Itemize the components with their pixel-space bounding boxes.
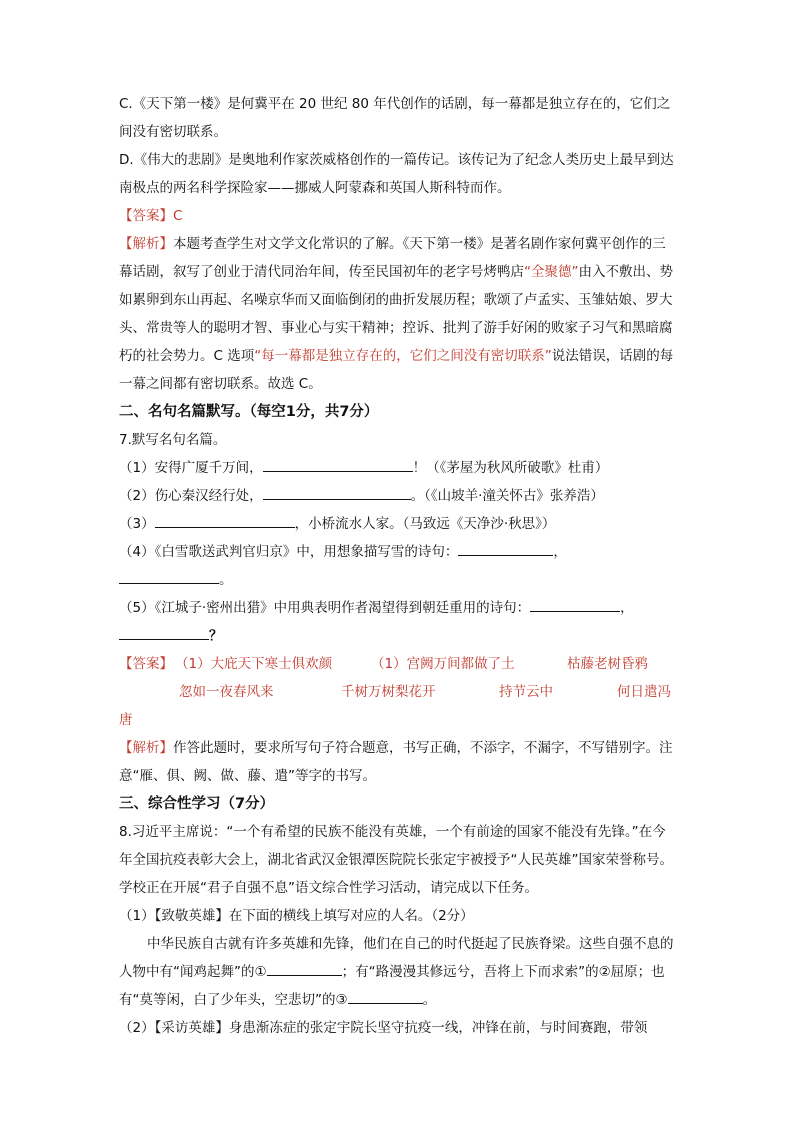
answer-2-row-1: [119, 650, 679, 678]
q7-item-2-prefix: （2）伤心秦汉经行处，: [119, 488, 263, 504]
answer-tag: 【答案】: [119, 656, 173, 672]
q7-item-5: [119, 594, 679, 650]
answer-2-row-2: [119, 678, 679, 706]
q7-item-2-suffix: 。（《山坡羊·潼关怀古》张养浩）: [410, 488, 604, 504]
answer-item: 持节云中: [499, 684, 553, 700]
q7-item-1: [119, 454, 679, 482]
option-d: D.《伟大的悲剧》是奥地利作家茨威格创作的一篇传记。该传记为了纪念人类历史上最早到达南极点的两名科学探险家——挪威人阿蒙森和英国人斯科特而作。: [119, 152, 674, 196]
analysis-quote-a: “全聚德”: [524, 264, 579, 280]
q7-item-3: [119, 510, 679, 538]
fill-blank[interactable]: [263, 457, 413, 472]
q8-stem: 8.习近平主席说：“一个有希望的民族不能没有英雄，一个有前途的国家不能没有先锋。”在今年全国抗疫表彰大会上，湖北省武汉金银潭医院院长张定宇被授予“人民英雄”国家荣誉称号。学校正在开展“君子自强不息”语文综合性学习活动，请完成以下任务。: [119, 824, 673, 896]
q8-paragraph-a: 中华民族自古就有许多英雄和先锋，他们在自己的时代挺起了民族脊梁。这些自强不息的人物中有“闻鸡起舞”的①: [119, 936, 674, 980]
analysis-text-a: 本题考查学生对文学文化常识的了解。《天下第一楼》是著名剧作家何冀平创作的三幕话剧，叙写了创业于清代同治年间，传至民国初年的老字号烤鸭店: [119, 236, 666, 280]
answer-item: 枯藤老树昏鸦: [567, 656, 648, 672]
answer-tag: 【答案】: [119, 208, 173, 224]
q7-item-3-prefix: （3）: [119, 516, 155, 532]
q8-sub-2: （2）【采访英雄】身患渐冻症的张定宇院长坚守抗疫一线，冲锋在前，与时间赛跑，带领: [119, 1020, 648, 1036]
analysis-tag: 【解析】: [119, 740, 173, 756]
answer-2-tail: 唐: [119, 712, 133, 728]
answer-value: C: [173, 208, 183, 224]
q8-paragraph: [119, 930, 679, 1014]
fill-blank[interactable]: [119, 569, 219, 584]
q8-paragraph-b: ；有“路漫漫其修远兮，吾将上下而求索”的②屈原；也有“莫等闲，白了少年头，空悲切”的③: [119, 964, 665, 1008]
fill-blank[interactable]: [348, 989, 423, 1004]
q7-item-1-prefix: （1）安得广厦千万间，: [119, 460, 263, 476]
q7-item-4-suffix: 。: [219, 572, 233, 588]
answer-1: [119, 202, 679, 230]
answer-item: 忽如一夜春风来: [179, 684, 274, 700]
analysis-text-b: 由入不敷出、势如累卵到东山再起、名噪京华而又面临倒闭的曲折发展历程；歌颂了卢孟实、玉雏姑娘、罗大头、常贵等人的聪明才智、事业心与实干精神；控诉、批判了游手好闲的败家子习气和黑暗腐朽的社会势力。C 选项: [119, 264, 673, 364]
q7-item-5-prefix: （5）《江城子·密州出猎》中用典表明作者渴望得到朝廷重用的诗句：: [119, 600, 531, 616]
q7-item-5-suffix: ？: [209, 628, 223, 644]
q8-sub-1: （1）【致敬英雄】在下面的横线上填写对应的人名。（2分）: [119, 908, 474, 924]
answer-item: （1）宫阙万间都做了土: [371, 656, 515, 672]
answer-item: 何日遣冯: [617, 684, 671, 700]
fill-blank[interactable]: [155, 513, 295, 528]
q7-item-4: [119, 538, 679, 594]
fill-blank[interactable]: [119, 625, 209, 640]
answer-item: （1）大庇天下寒士俱欢颜: [175, 656, 333, 672]
analysis-text-c: 说法错误，话剧的每一幕之间都有密切联系。故选 C。: [119, 348, 674, 392]
answer-item: 千树万树梨花开: [341, 684, 436, 700]
q7-item-2: [119, 482, 679, 510]
analysis-tag: 【解析】: [119, 236, 173, 252]
q7-item-4-sep: ，: [553, 544, 567, 560]
q7-item-4-prefix: （4）《白雪歌送武判官归京》中，用想象描写雪的诗句：: [119, 544, 459, 560]
fill-blank[interactable]: [267, 961, 342, 976]
section-3-heading: 三、综合性学习（7分）: [119, 796, 275, 812]
section-2-heading: 二、名句名篇默写。（每空1分，共7分）: [119, 404, 379, 420]
analysis-1: [119, 230, 679, 398]
document-page: [119, 90, 679, 1042]
option-c: C.《天下第一楼》是何冀平在 20 世纪 80 年代创作的话剧，每一幕都是独立存在的，它们之间没有密切联系。: [119, 96, 671, 140]
analysis-2: [119, 734, 679, 790]
analysis-quote-b: “每一幕都是独立存在的，它们之间没有密切联系”: [254, 348, 552, 364]
fill-blank[interactable]: [530, 597, 620, 612]
q7-item-1-suffix: ！（《茅屋为秋风所破歌》杜甫）: [412, 460, 609, 476]
q8-paragraph-c: 。: [422, 992, 437, 1008]
fill-blank[interactable]: [263, 485, 411, 500]
analysis-text: 作答此题时，要求所写句子符合题意，书写正确，不添字，不漏字，不写错别字。注意“雁、俱、阙、做、藤、遣”等字的书写。: [119, 740, 673, 784]
fill-blank[interactable]: [458, 541, 553, 556]
q7-item-3-suffix: ，小桥流水人家。（马致远《天净沙·秋思》）: [294, 516, 556, 532]
q7-item-5-sep: ，: [620, 600, 634, 616]
q7-stem: 7.默写名句名篇。: [119, 432, 227, 448]
